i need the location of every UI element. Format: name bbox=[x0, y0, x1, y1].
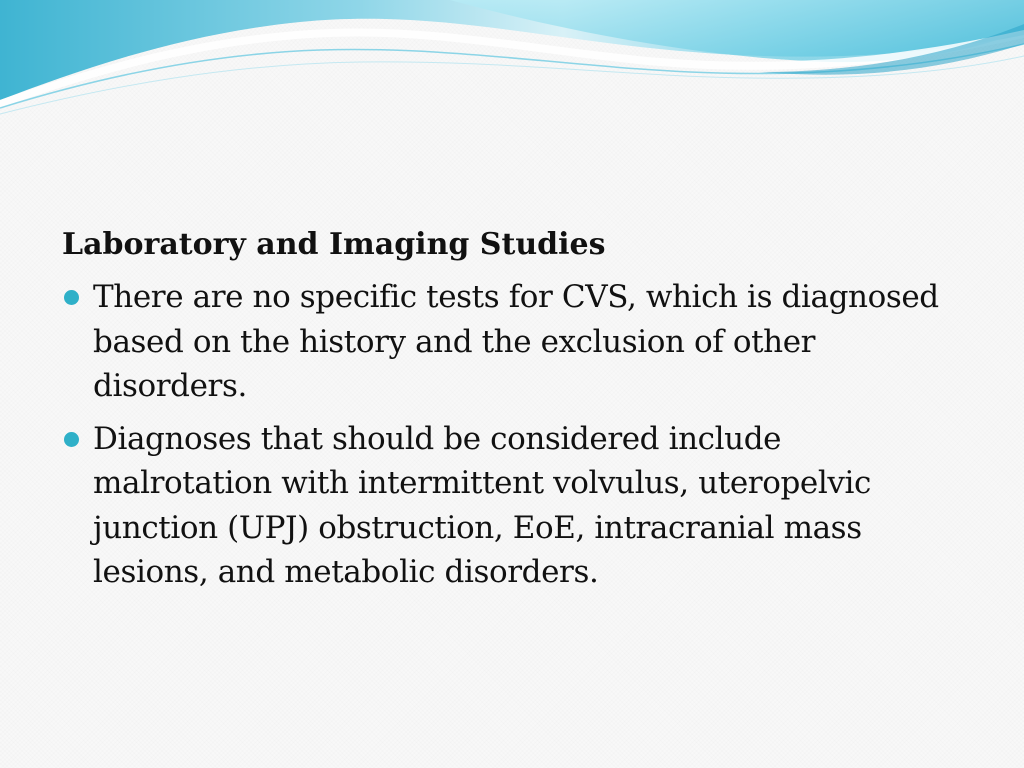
bullet-list bbox=[62, 275, 962, 595]
bullet-item bbox=[62, 275, 962, 409]
header-wave-decoration bbox=[0, 0, 1024, 130]
bullet-text: There are no specific tests for CVS, which is diagnosed based on the history and the exclusion of other disorders. bbox=[93, 279, 939, 404]
bullet-dot-icon bbox=[64, 432, 79, 447]
bullet-dot-icon bbox=[64, 290, 79, 305]
section-heading: Laboratory and Imaging Studies bbox=[62, 227, 606, 262]
bullet-item bbox=[62, 417, 962, 595]
slide-content bbox=[62, 222, 962, 595]
bullet-text: Diagnoses that should be considered include malrotation with intermittent volvulus, uteropelvic junction (UPJ) obstruction, EoE, intracranial mass lesions, and metabolic disorders. bbox=[93, 420, 871, 590]
